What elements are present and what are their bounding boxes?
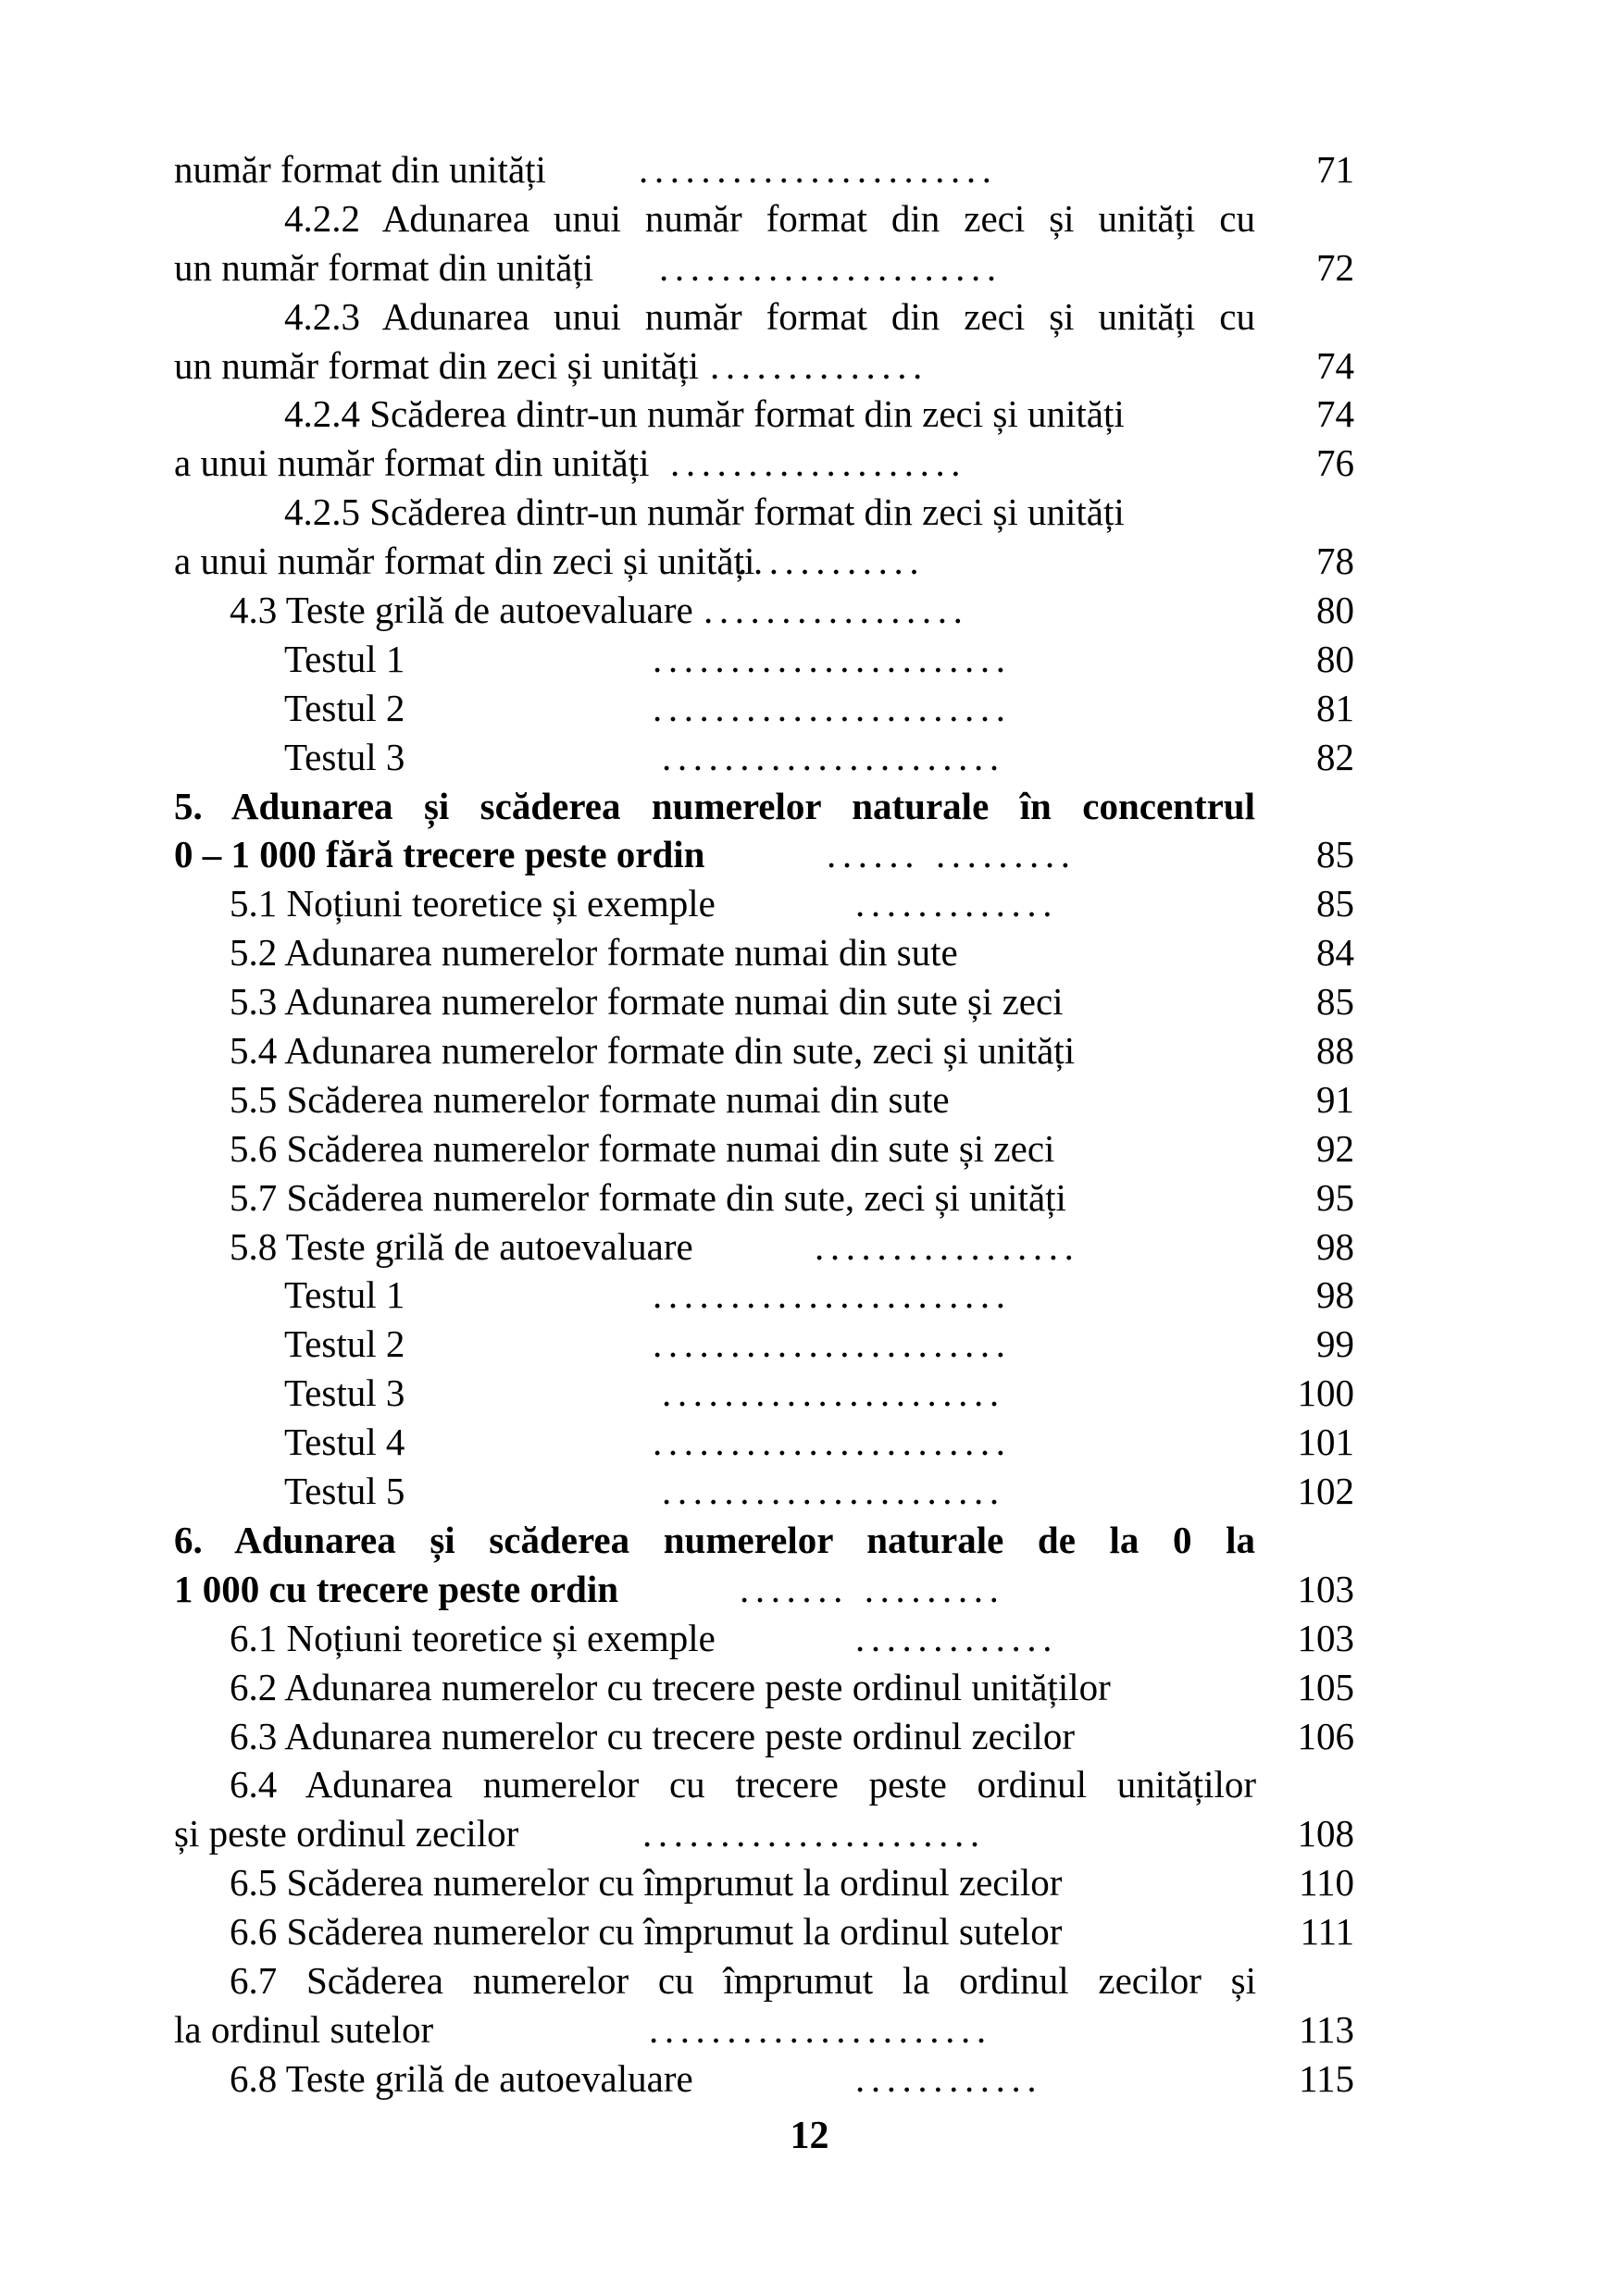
toc-entry <box>0 1026 1619 1075</box>
toc-entry <box>0 1418 1619 1467</box>
toc-entry-title: 5.4 Adunarea numerelor formate din sute, zeci și unități <box>230 1029 1076 1073</box>
toc-entry-title: Testul 2 <box>284 1322 405 1366</box>
toc-entry-page: 85 <box>1316 882 1354 925</box>
toc-entry <box>0 733 1619 782</box>
dot-leader: ....................... <box>653 1273 1012 1317</box>
toc-entry <box>0 928 1619 977</box>
toc-entry-title: număr format din unități <box>174 148 546 191</box>
dot-leader: ...... ......... <box>827 833 1077 876</box>
toc-entry <box>0 145 1619 194</box>
toc-entry <box>0 1075 1619 1124</box>
toc-entry-page: 99 <box>1316 1322 1354 1366</box>
toc-entry-title: 0 – 1 000 fără trecere peste ordin <box>174 833 705 876</box>
toc-entry-page: 103 <box>1297 1616 1354 1659</box>
toc-entry-title: 5.3 Adunarea numerelor formate numai din sute și zeci <box>230 980 1064 1024</box>
toc-entry-title: Testul 4 <box>284 1421 405 1464</box>
toc-entry-title: Testul 1 <box>284 637 405 680</box>
toc-entry <box>0 194 1619 243</box>
toc-entry-page: 74 <box>1316 343 1354 387</box>
toc-entry <box>0 1907 1619 1956</box>
toc-entry-title: Testul 2 <box>284 686 405 729</box>
toc-entry-page: 113 <box>1299 2007 1354 2051</box>
toc-entry <box>0 977 1619 1026</box>
toc-entry-page: 100 <box>1297 1371 1354 1415</box>
toc-entry <box>0 1320 1619 1369</box>
toc-entry-title: a unui număr format din unități <box>174 441 650 485</box>
toc-entry <box>0 879 1619 928</box>
dot-leader: ....................... <box>653 1322 1012 1366</box>
toc-entry-title: 4.3 Teste grilă de autoevaluare <box>230 589 693 632</box>
toc-entry-page: 85 <box>1316 980 1354 1024</box>
table-of-contents <box>0 145 1619 2104</box>
toc-entry-title: 5.5 Scăderea numerelor formate numai din sute <box>230 1077 950 1121</box>
toc-entry-page: 80 <box>1316 589 1354 632</box>
toc-entry <box>0 1467 1619 1516</box>
toc-entry-page: 105 <box>1297 1665 1354 1708</box>
dot-leader: ...................... <box>662 1371 1005 1415</box>
toc-entry <box>0 1614 1619 1663</box>
toc-entry-page: 102 <box>1297 1470 1354 1513</box>
toc-entry-page: 111 <box>1300 1910 1354 1954</box>
page-number: 12 <box>790 2115 829 2157</box>
toc-entry-page: 72 <box>1316 245 1354 289</box>
dot-leader: ................. <box>815 1224 1080 1268</box>
toc-entry <box>0 1760 1619 1809</box>
dot-leader: ................... <box>670 441 967 485</box>
dot-leader: ...................... <box>642 1812 986 1855</box>
toc-entry-page: 98 <box>1316 1224 1354 1268</box>
toc-entry <box>0 684 1619 733</box>
toc-entry-page: 71 <box>1316 148 1354 191</box>
toc-entry <box>0 390 1619 439</box>
toc-entry <box>0 830 1619 879</box>
toc-entry-title: 5.7 Scăderea numerelor formate din sute, zeci și unități <box>230 1175 1066 1219</box>
toc-entry-page: 84 <box>1316 931 1354 974</box>
toc-entry <box>0 537 1619 586</box>
dot-leader: ............. <box>855 882 1059 925</box>
toc-entry <box>0 439 1619 488</box>
toc-entry-page: 76 <box>1316 441 1354 485</box>
toc-entry-title: 6.8 Teste grilă de autoevaluare <box>230 2056 693 2100</box>
toc-entry <box>0 341 1619 391</box>
toc-entry <box>0 1516 1619 1565</box>
toc-entry-title: un număr format din unități <box>174 245 594 289</box>
toc-entry <box>0 635 1619 684</box>
toc-entry <box>0 1809 1619 1858</box>
toc-entry-title: Testul 1 <box>284 1273 405 1317</box>
toc-entry-title: 6.4 Adunarea numerelor cu trecere peste ordinul unităților <box>230 1763 1256 1806</box>
toc-entry-title: 6.7 Scăderea numerelor cu împrumut la ordinul zecilor și <box>230 1958 1256 2002</box>
toc-entry-title: 5.2 Adunarea numerelor formate numai din sute <box>230 931 958 974</box>
toc-entry <box>0 1712 1619 1761</box>
toc-entry <box>0 1369 1619 1418</box>
toc-entry-title: 4.2.3 Adunarea unui număr format din zeci și unități cu <box>284 294 1255 338</box>
toc-entry-page: 81 <box>1316 686 1354 729</box>
toc-entry-title: 4.2.4 Scăderea dintr-un număr format din zeci și unități <box>284 392 1125 436</box>
toc-entry-title: 6.3 Adunarea numerelor cu trecere peste ordinul zecilor <box>230 1714 1075 1757</box>
toc-entry <box>0 1956 1619 2005</box>
toc-entry-title: și peste ordinul zecilor <box>174 1812 519 1855</box>
dot-leader: .............. <box>710 343 928 387</box>
dot-leader: ............. <box>855 1616 1059 1659</box>
toc-entry <box>0 1222 1619 1272</box>
toc-entry <box>0 488 1619 537</box>
toc-entry <box>0 243 1619 292</box>
toc-entry-title: 6.6 Scăderea numerelor cu împrumut la ordinul sutelor <box>230 1910 1063 1954</box>
toc-entry <box>0 1124 1619 1173</box>
toc-entry <box>0 292 1619 341</box>
toc-entry <box>0 1565 1619 1614</box>
dot-leader: ...................... <box>662 1470 1005 1513</box>
toc-entry-title: 6.2 Adunarea numerelor cu trecere peste ordinul unităților <box>230 1665 1111 1708</box>
toc-entry-page: 91 <box>1316 1077 1354 1121</box>
toc-entry-title: 6.5 Scăderea numerelor cu împrumut la ordinul zecilor <box>230 1861 1063 1905</box>
toc-entry-title: Testul 5 <box>284 1470 405 1513</box>
toc-entry-page: 101 <box>1297 1421 1354 1464</box>
dot-leader: ............ <box>855 2056 1043 2100</box>
toc-entry-title: 4.2.2 Adunarea unui număr format din zeci și unități cu <box>284 196 1255 240</box>
toc-entry <box>0 1858 1619 1907</box>
dot-leader: ................. <box>704 589 969 632</box>
toc-entry-page: 82 <box>1316 735 1354 778</box>
dot-leader: ...................... <box>659 245 1003 289</box>
toc-entry <box>0 782 1619 831</box>
toc-entry <box>0 1663 1619 1712</box>
toc-entry-page: 115 <box>1299 2056 1354 2100</box>
dot-leader: ....................... <box>653 1421 1012 1464</box>
toc-entry-title: 5. Adunarea și scăderea numerelor naturale în concentrul <box>174 784 1255 827</box>
toc-entry-page: 98 <box>1316 1273 1354 1317</box>
dot-leader: ....... ......... <box>740 1567 1005 1610</box>
dot-leader: ............ <box>738 540 926 583</box>
toc-entry-title: 5.8 Teste grilă de autoevaluare <box>230 1224 693 1268</box>
toc-entry-title: a unui număr format din zeci și unități <box>174 540 755 583</box>
toc-entry-title: la ordinul sutelor <box>174 2007 434 2051</box>
dot-leader: ....................... <box>639 148 998 191</box>
toc-entry <box>0 586 1619 635</box>
toc-entry-page: 95 <box>1316 1175 1354 1219</box>
toc-entry-title: Testul 3 <box>284 1371 405 1415</box>
toc-entry-title: Testul 3 <box>284 735 405 778</box>
toc-entry <box>0 1271 1619 1320</box>
dot-leader: ....................... <box>653 686 1012 729</box>
toc-entry-title: 6. Adunarea și scăderea numerelor naturale de la 0 la <box>174 1518 1255 1561</box>
toc-entry-title: 5.1 Noțiuni teoretice și exemple <box>230 882 716 925</box>
toc-entry-title: un număr format din zeci și unități <box>174 343 700 387</box>
dot-leader: ....................... <box>653 637 1012 680</box>
toc-entry <box>0 2005 1619 2054</box>
toc-entry <box>0 1173 1619 1222</box>
toc-entry <box>0 2054 1619 2104</box>
toc-entry-page: 78 <box>1316 540 1354 583</box>
toc-entry-page: 92 <box>1316 1126 1354 1170</box>
toc-entry-page: 103 <box>1297 1567 1354 1610</box>
toc-entry-page: 108 <box>1297 1812 1354 1855</box>
toc-entry-page: 85 <box>1316 833 1354 876</box>
toc-entry-page: 106 <box>1297 1714 1354 1757</box>
toc-entry-page: 74 <box>1316 392 1354 436</box>
toc-entry-title: 4.2.5 Scăderea dintr-un număr format din zeci și unități <box>284 490 1125 534</box>
dot-leader: ...................... <box>649 2007 992 2051</box>
toc-entry-title: 1 000 cu trecere peste ordin <box>174 1567 619 1610</box>
toc-entry-title: 6.1 Noțiuni teoretice și exemple <box>230 1616 716 1659</box>
toc-entry-title: 5.6 Scăderea numerelor formate numai din sute și zeci <box>230 1126 1055 1170</box>
toc-entry-page: 80 <box>1316 637 1354 680</box>
toc-entry-page: 110 <box>1299 1861 1354 1905</box>
toc-entry-page: 88 <box>1316 1029 1354 1073</box>
dot-leader: ...................... <box>662 735 1005 778</box>
